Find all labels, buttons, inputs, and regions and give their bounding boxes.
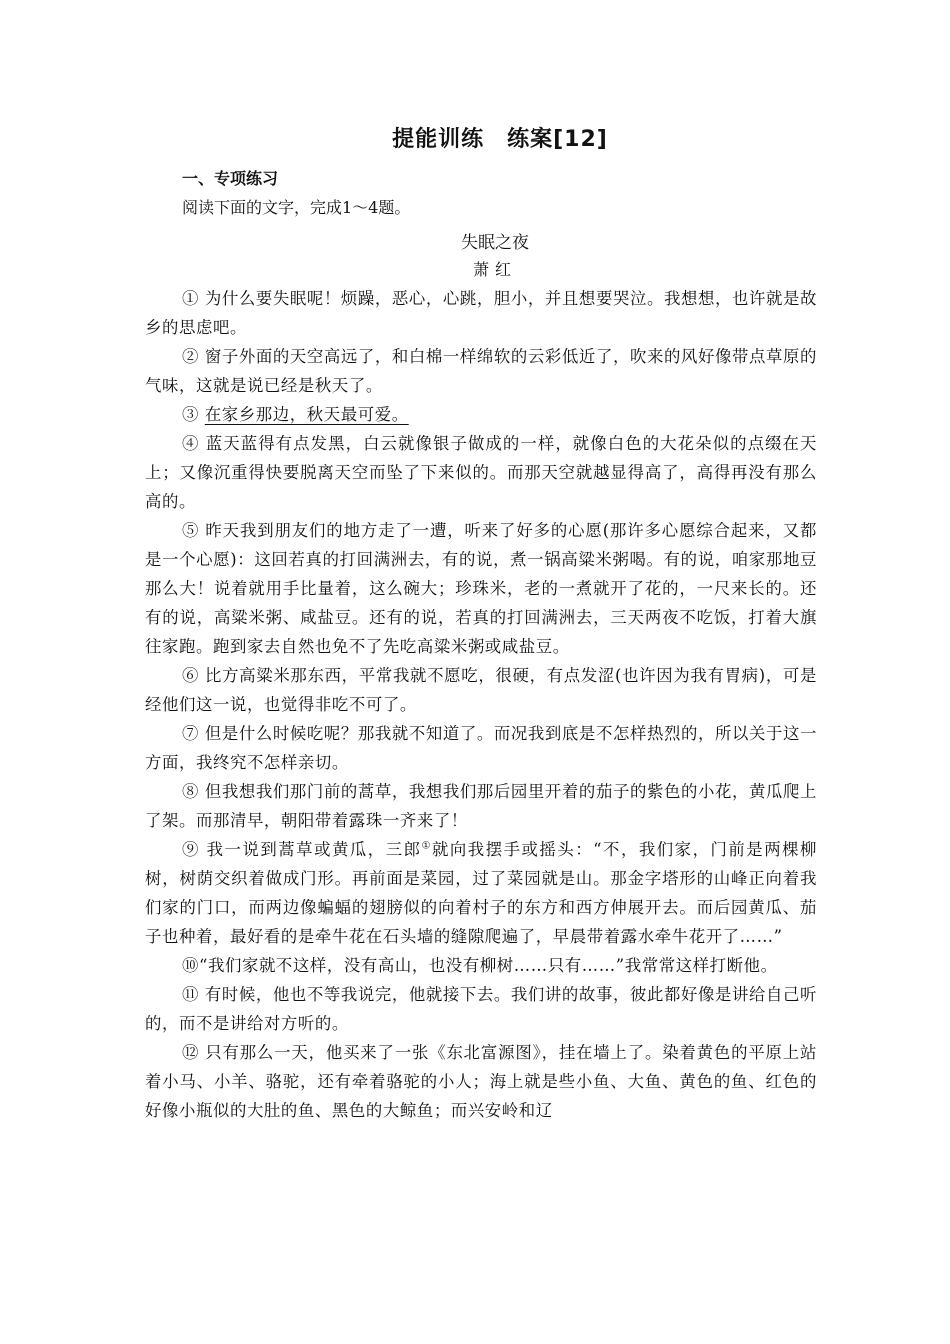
paragraph-9-rest: 就向我摆手或摇头：“不，我们家，门前是两棵柳树，树荫交织着做成门形。再前面是菜园，过了菜园就是山。那金字塔形的山峰正向着我们家的门口，而两边像蝙蝠的翅膀似的向着村子的东方和西方伸展开去。而后园黄瓜、茄子也种着，最好看的是牵牛花在石头墙的缝隙爬遍了，早晨带着露水牵牛花开了……”	[145, 840, 818, 946]
paragraph-2: ② 窗子外面的天空高远了，和白棉一样绵软的云彩低近了，吹来的风好像带点草原的气味，这就是说已经是秋天了。	[145, 347, 817, 395]
paragraph-12: ⑫ 只有那么一天，他买来了一张《东北富源图》，挂在墙上了。染着黄色的平原上站着小马、小羊、骆驼，还有牵着骆驼的小人；海上就是些小鱼、大鱼、黄色的鱼、红色的好像小瓶似的大肚的鱼、黑色的大鲸鱼；而兴安岭和辽	[145, 1043, 817, 1120]
paragraph-9-start: ⑨ 我一说到蒿草或黄瓜，三郎	[182, 840, 422, 859]
paragraph-5: ⑤ 昨天我到朋友们的地方走了一遭，听来了好多的心愿(那许多心愿综合起来，又都是一个心愿)：这回若真的打回满洲去，有的说，煮一锅高粱米粥喝。有的说，咱家那地豆那么大！说着就用手比量着，这么碗大；珍珠米，老的一煮就开了花的，一尺来长的。还有的说，高粱米粥、咸盐豆。还有的说，若真的打回满洲去，三天两夜不吃饭，打着大旗往家跑。跑到家去自然也免不了先吃高粱米粥或咸盐豆。	[145, 521, 817, 656]
footnote-marker: ①	[421, 840, 432, 852]
paragraph-10: ⑩“我们家就不这样，没有高山，也没有柳树……只有……”我常常这样打断他。	[182, 956, 778, 975]
paragraph-9	[145, 835, 817, 951]
paragraph-7: ⑦ 但是什么时候吃呢？那我就不知道了。而况我到底是不怎样热烈的，所以关于这一方面，我终究不怎样亲切。	[145, 724, 817, 772]
paragraph-3-number: ③	[182, 405, 205, 424]
paragraph-6: ⑥ 比方高粱米那东西，平常我就不愿吃，很硬，有点发涩(也许因为我有胃病)，可是经他们这一说，也觉得非吃不可了。	[145, 666, 817, 714]
essay-body	[145, 284, 817, 1125]
underlined-sentence: 在家乡那边，秋天最可爱。	[204, 405, 409, 424]
paragraph-4: ④ 蓝天蓝得有点发黑，白云就像银子做成的一样，就像白色的大花朵似的点缀在天上；又像沉重得快要脱离天空而坠了下来似的。而那天空就越显得高了，高得再没有那么高的。	[145, 434, 817, 511]
instruction-text: 阅读下面的文字，完成1～4题。	[182, 198, 411, 217]
paragraph-11: ⑪ 有时候，他也不等我说完，他就接下去。我们讲的故事，彼此都好像是讲给自己听的，而不是讲给对方听的。	[145, 985, 817, 1033]
essay-title: 失眠之夜	[461, 233, 529, 253]
page-title: 提能训练 练案[12]	[392, 127, 608, 152]
paragraph-1: ① 为什么要失眠呢！烦躁，恶心，心跳，胆小，并且想要哭泣。我想想，也许就是故乡的思虑吧。	[145, 289, 817, 337]
essay-author: 萧红	[472, 260, 517, 279]
paragraph-3	[145, 400, 817, 429]
paragraph-8: ⑧ 但我想我们那门前的蒿草，我想我们那后园里开着的茄子的紫色的小花，黄瓜爬上了架。而那清早，朝阳带着露珠一齐来了！	[145, 782, 817, 830]
section-heading: 一、专项练习	[182, 169, 279, 188]
